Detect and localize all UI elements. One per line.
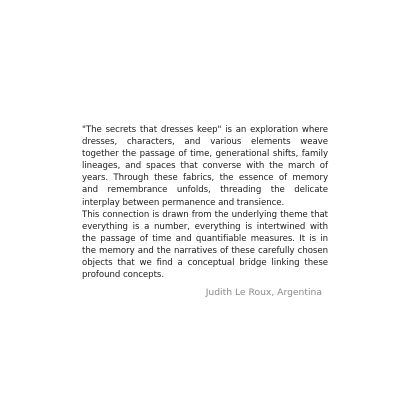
- artist-statement: [82, 124, 328, 281]
- author-attribution: Judith Le Roux, Argentina: [205, 287, 322, 298]
- statement-paragraph-2: This connection is drawn from the underlying theme that everything is a number, everything is intertwined with the passage of time and quantifiable measures. It is in the memory and the narratives of these carefully chosen objects that we find a conceptual bridge linking these profound concepts.: [82, 209, 328, 281]
- statement-paragraph-1: "The secrets that dresses keep" is an exploration where dresses, characters, and various elements weave together the passage of time, generational shifts, family lineages, and spaces that converse with the march of years. Through these fabrics, the essence of memory and remembrance unfolds, threading the delicate interplay between permanence and transience.: [82, 125, 328, 208]
